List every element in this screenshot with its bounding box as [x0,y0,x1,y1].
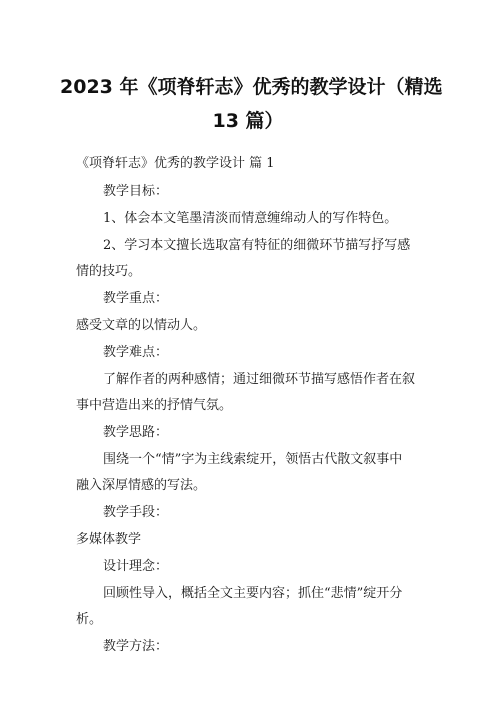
approach-line-2: 融入深厚情感的写法。 [76,478,207,493]
document-title-line-2: 13 篇） [212,110,284,132]
heading-objectives: 教学目标： [103,184,169,199]
concept-line-2: 析。 [76,612,103,627]
difficulties-line-2: 事中营造出来的抒情气氛。 [76,398,233,413]
objective-2-line-1: 2、学习本文擅长选取富有特征的细微环节描写抒写感 [103,238,411,253]
approach-line-1: 围绕一个“情”字为主线索绽开，领悟古代散文叙事中 [103,452,403,467]
objective-1: 1、体会本文笔墨清淡而情意缠绵动人的写作特色。 [103,211,398,226]
section-subtitle: 《项脊轩志》优秀的教学设计 篇 1 [76,156,275,171]
objective-2-line-2: 情的技巧。 [76,264,142,279]
heading-concept: 设计理念： [103,559,169,574]
key-points-text: 感受文章的以情动人。 [76,318,207,333]
means-text: 多媒体教学 [76,532,142,547]
difficulties-line-1: 了解作者的两种感情；通过细微环节描写感悟作者在叙 [103,372,416,387]
heading-methods: 教学方法： [103,639,169,654]
heading-difficulties: 教学难点： [103,345,169,360]
document-title-line-1: 2023 年《项脊轩志》优秀的教学设计（精选 [60,76,443,98]
heading-approach: 教学思路： [103,425,169,440]
concept-line-1: 回顾性导入，概括全文主要内容；抓住“悲情”绽开分 [103,586,403,601]
heading-key-points: 教学重点： [103,291,169,306]
heading-means: 教学手段： [103,505,169,520]
